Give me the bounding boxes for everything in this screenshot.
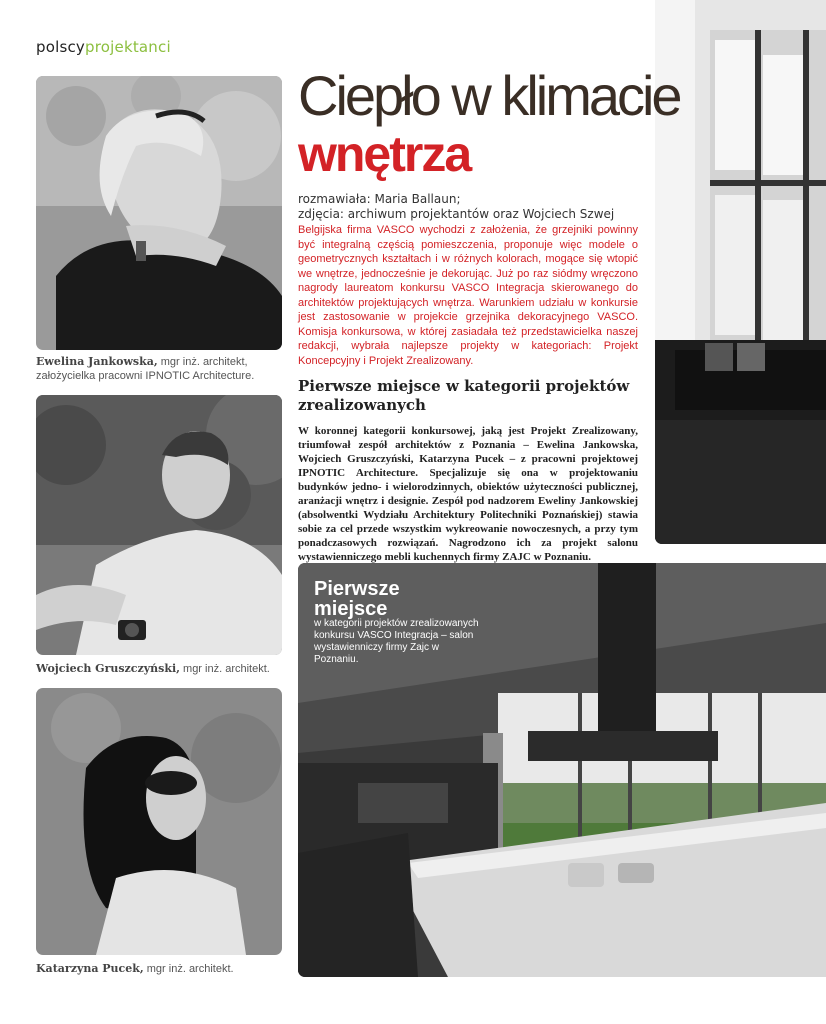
feature-title [314, 579, 400, 619]
caption-ewelina [36, 355, 282, 383]
caption-ewelina-role2: założycielka pracowni IPNOTIC Architecture. [36, 370, 255, 382]
caption-katarzyna [36, 962, 282, 976]
interior-photo-top [655, 0, 826, 544]
byline-photos: zdjęcia: archiwum projektantów oraz Wojciech Szwej [298, 207, 615, 221]
section-label [36, 38, 171, 56]
feature-subtitle: w kategorii projektów zrealizowanych konkursu VASCO Integracja – salon wystawienniczy firmy Zajc w Poznaniu. [314, 618, 479, 665]
portrait-katarzyna-photo [36, 688, 282, 955]
caption-katarzyna-role: mgr inż. architekt. [146, 963, 234, 975]
caption-katarzyna-name: Katarzyna Pucek, [36, 962, 144, 975]
article-lead: Belgijska firma VASCO wychodzi z założenia, że grzejniki powinny być integralną częścią pomieszczenia, proponuje więc modele o geometrycznych kształtach i w różnych kolorach, mogące się wtopić we wnętrze, jednocześnie je dekorując. Już po raz siódmy wręczono nagrody laureatom konkursu VASCO Integracja skierowanego do architektów projektujących wnętrza. Warunkiem udziału w konkursie jest zastosowanie w projekcie grzejnika dekoracyjnego VASCO. Komisja konkursowa, w której zasiadała też przedstawicielka naszej redakcji, wybrała najlepsze projekty w kategoriach: Projekt Koncepcyjny i Projekt Zrealizowany. [298, 224, 638, 367]
article-title-line2: wnętrza [298, 126, 471, 182]
byline-author: rozmawiała: Maria Ballaun; [298, 192, 461, 206]
caption-ewelina-role: mgr inż. architekt, [160, 356, 248, 368]
caption-wojciech [36, 662, 282, 676]
portrait-wojciech-photo [36, 395, 282, 655]
caption-wojciech-name: Wojciech Gruszczyński, [36, 662, 180, 675]
section-label-part2: projektanci [85, 38, 171, 56]
caption-ewelina-name: Ewelina Jankowska, [36, 355, 158, 368]
article-byline [298, 192, 638, 222]
feature-title-line1: Pierwsze [314, 578, 400, 600]
caption-wojciech-role: mgr inż. architekt. [183, 663, 270, 675]
section-label-part1: polscy [36, 38, 86, 56]
article-title-line1: Ciepło w klimacie [298, 64, 680, 127]
article-subhead: Pierwsze miejsce w kategorii projektów zrealizowanych [298, 377, 630, 414]
feature-title-line2: miejsce [314, 598, 388, 620]
portrait-ewelina-photo [36, 76, 282, 350]
article-body: W koronnej kategorii konkursowej, jaką jest Projekt Zrealizowany, triumfował zespół architektów z Poznania – Ewelina Jankowska, Wojciech Gruszczyński, Katarzyna Pucek – z pracowni projektowej IPNOTIC Architecture. Specjalizuje się ona w projektowaniu budynków jedno- i wielorodzinnych, obiektów użyteczności publicznej, aranżacji wnętrz i designie. Zespół pod nadzorem Eweliny Jankowskiej (absolwentki Wydziału Architektury Politechniki Poznańskiej) stawia sobie za cel przede wszystkim wykreowanie nowoczesnych, a przy tym ponadczasowych rozwiązań. Nagrodzono ich za projekt salonu wystawienniczego mebli kuchennych firmy ZAJC w Poznaniu. [298, 425, 638, 563]
